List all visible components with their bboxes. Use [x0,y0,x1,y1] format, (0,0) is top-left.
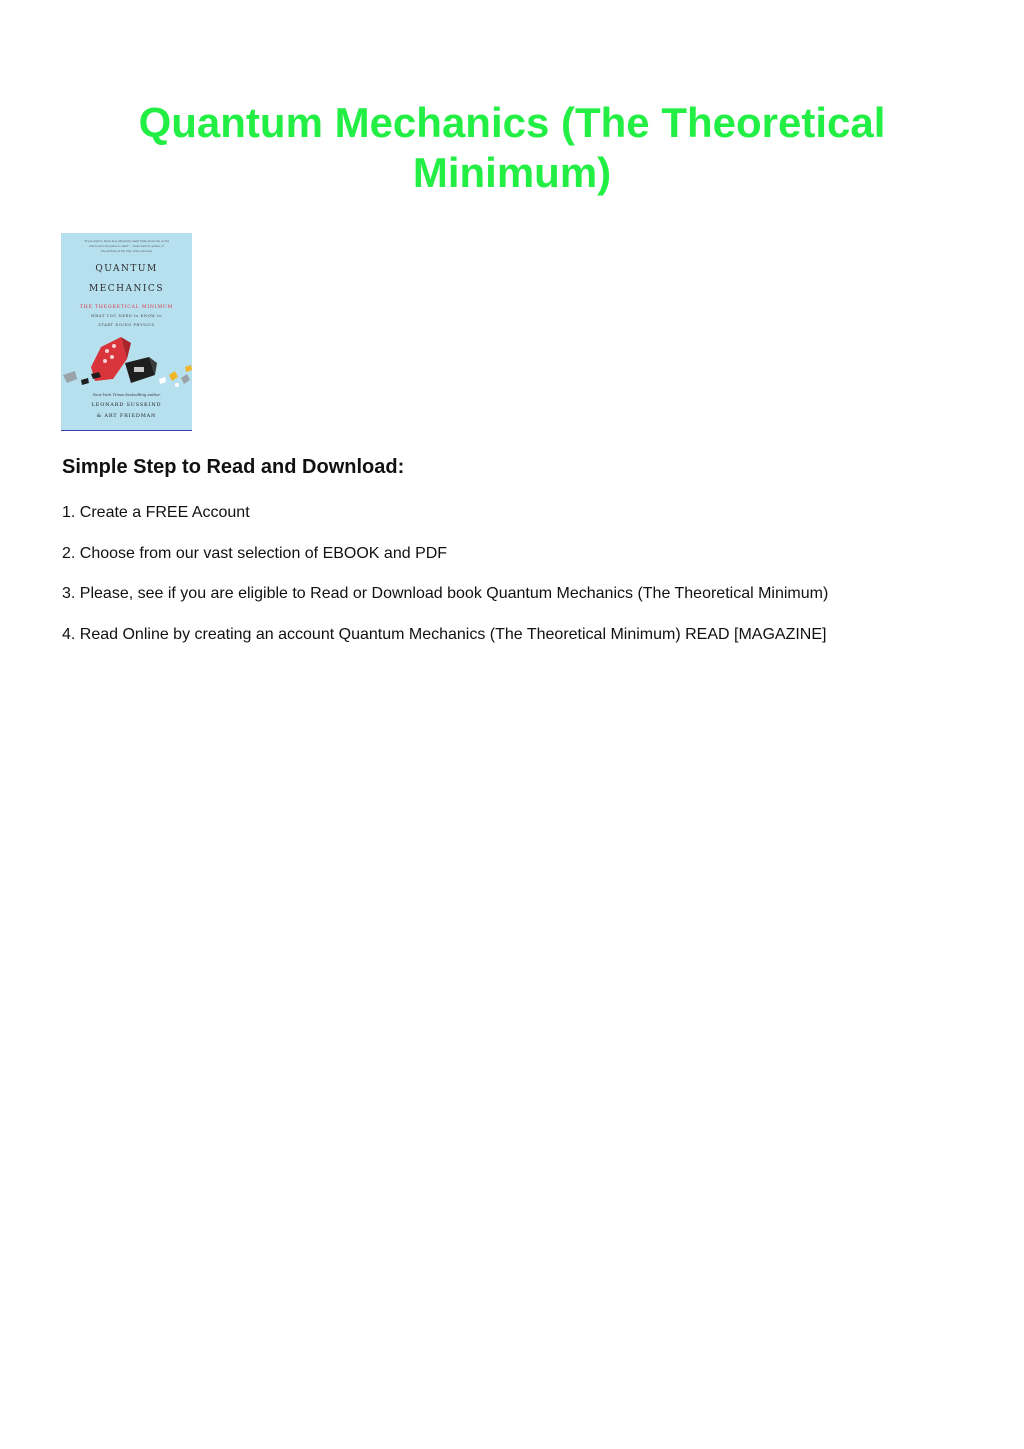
book-cover-image [61,233,192,430]
book-cover-link[interactable] [61,233,192,431]
section-heading: Simple Step to Read and Download: [62,456,405,478]
page-title: Quantum Mechanics (The Theoretical Minimum) [138,99,886,196]
step-read-online: 4. Read Online by creating an account Quantum Mechanics (The Theoretical Minimum) READ [MAGAZINE] [62,625,827,643]
cover-author2: & ART FRIEDMAN [96,413,157,419]
cover-title-line2: MECHANICS [88,284,165,294]
cover-subtitle: THE THEORETICAL MINIMUM [79,305,174,310]
cover-tagline-line1: WHAT YOU NEED to KNOW to [90,314,163,318]
step-choose-selection: 2. Choose from our vast selection of EBOOK and PDF [62,544,448,562]
cover-blurb-line2: this book is the place to start." —Sean Carroll, author of [89,245,164,248]
cover-title-line1: QUANTUM [95,264,158,274]
cover-blurb-line1: "If you want to know how physicists really think about the world, [83,240,170,243]
step-check-eligibility: 3. Please, see if you are eligible to Read or Download book Quantum Mechanics (The Theoretical Minimum) [62,585,829,602]
cover-background [61,233,192,430]
steps-list [62,503,982,665]
step-create-account: 1. Create a FREE Account [62,504,250,521]
cover-bestseller: New York Times bestselling author [92,392,161,397]
cover-tagline-line2: START DOING PHYSICS [98,323,155,327]
cover-author1: LEONARD SUSSKIND [91,402,162,408]
cover-blurb-line3: The Particle at the End of the Universe [100,250,153,253]
